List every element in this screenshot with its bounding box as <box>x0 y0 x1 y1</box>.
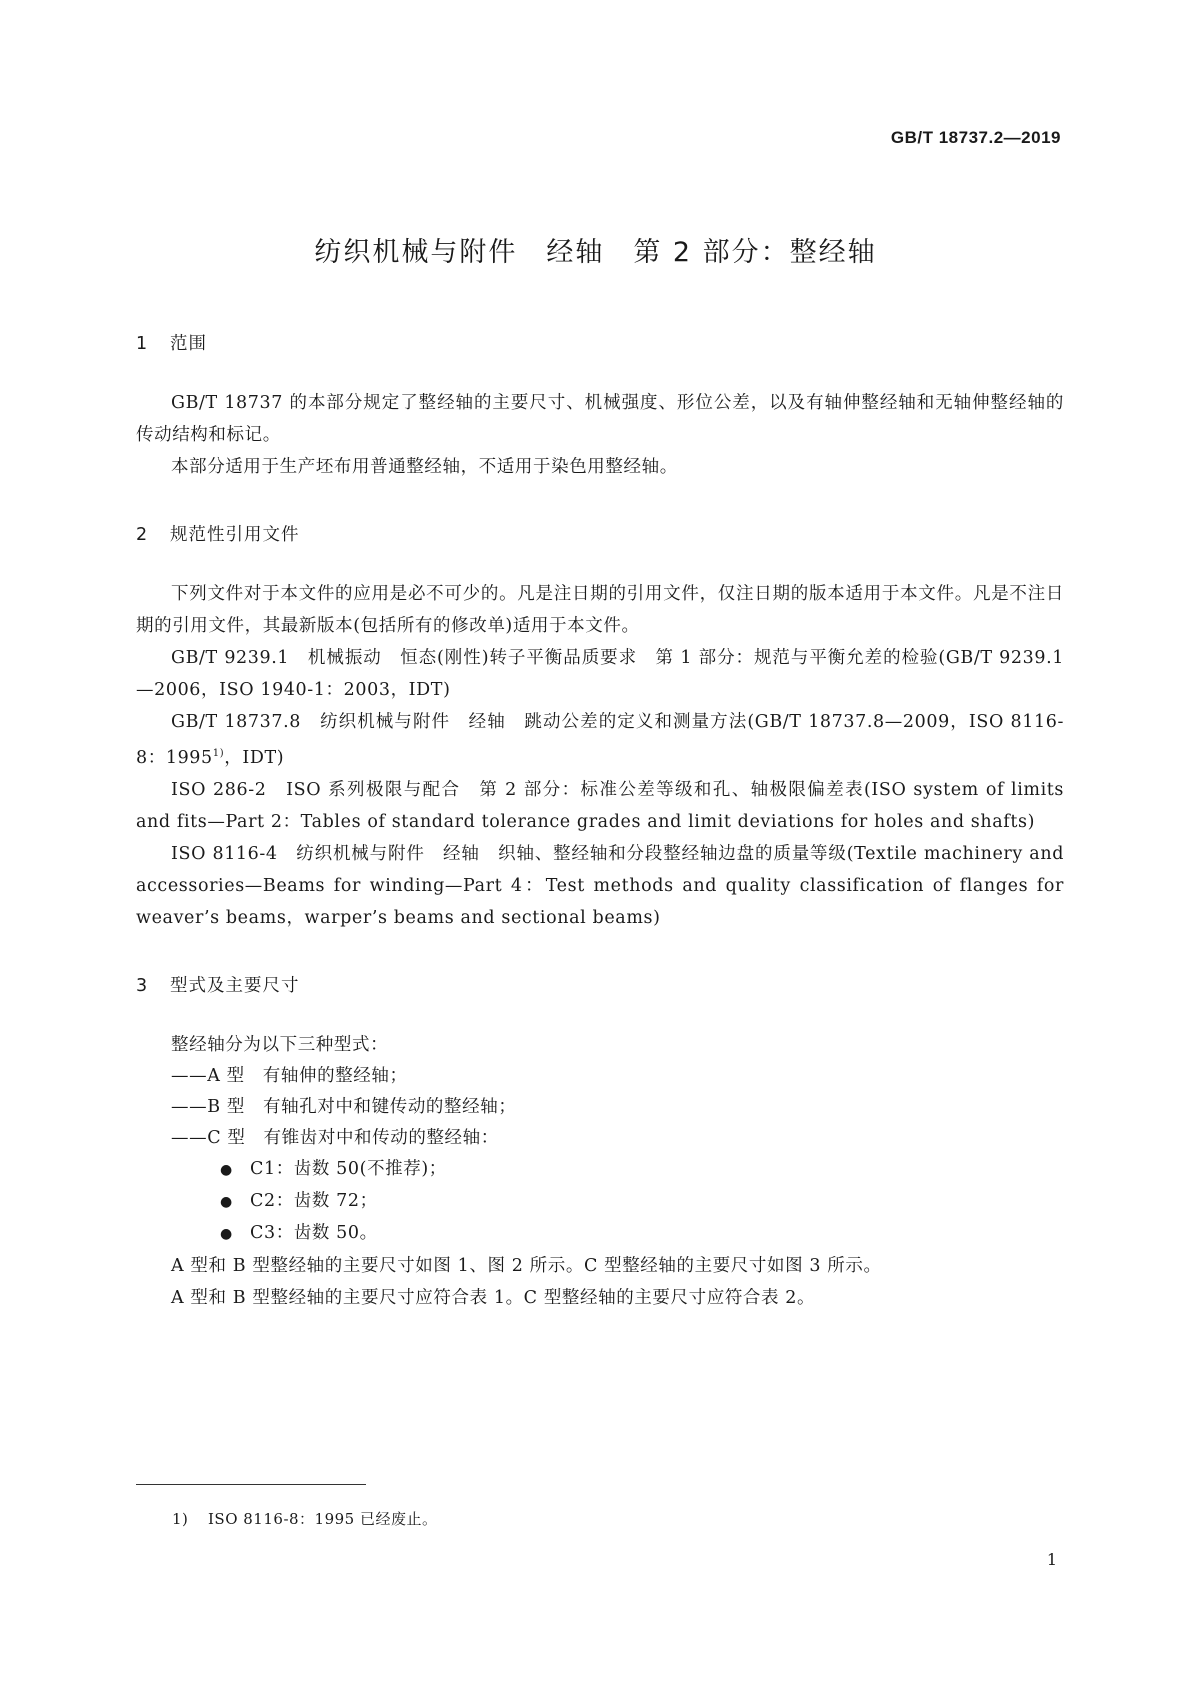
bullet-item <box>136 1218 1064 1250</box>
bullet-text: C1：齿数 50(不推荐)； <box>250 1158 447 1179</box>
footnote-mark: 1) <box>172 1510 189 1528</box>
reference-entry: GB/T 9239.1 机械振动 恒态(刚性)转子平衡品质要求 第 1 部分：规范与平衡允差的检验(GB/T 9239.1—2006，ISO 1940-1：2003，IDT) <box>136 648 1064 700</box>
section-title: 规范性引用文件 <box>170 525 300 545</box>
footnote-text: ISO 8116-8：1995 已经废止。 <box>208 1510 438 1528</box>
bullet-icon: ● <box>220 1161 233 1178</box>
section-title: 型式及主要尺寸 <box>170 975 300 996</box>
document-body <box>136 330 1064 1352</box>
paragraph: A 型和 B 型整经轴的主要尺寸如图 1、图 2 所示。C 型整经轴的主要尺寸如图 3 所示。 <box>171 1255 882 1276</box>
section-number: 1 <box>136 334 149 354</box>
bullet-item <box>136 1154 1064 1186</box>
reference-text: GB/T 18737.8 纺织机械与附件 经轴 跳动公差的定义和测量方法(GB/T 18737.8—2009，ISO 8116-8：1995 <box>136 712 1064 768</box>
page-number: 1 <box>1046 1550 1057 1569</box>
footnote-separator <box>136 1484 366 1485</box>
section-number: 2 <box>136 525 149 545</box>
section-heading <box>136 521 1064 546</box>
reference-entry <box>136 706 1064 774</box>
reference-entry: ISO 286-2 ISO 系列极限与配合 第 2 部分：标准公差等级和孔、轴极限偏差表(ISO system of limits and fits—Part 2：Tables of standard tolerance grades and limit deviations for holes and shafts) <box>136 779 1064 832</box>
paragraph: A 型和 B 型整经轴的主要尺寸应符合表 1。C 型整经轴的主要尺寸应符合表 2。 <box>171 1287 816 1308</box>
reference-text-tail: ，IDT) <box>224 747 285 768</box>
paragraph: GB/T 18737 的本部分规定了整经轴的主要尺寸、机械强度、形位公差，以及有轴伸整经轴和无轴伸整经轴的传动结构和标记。 <box>136 393 1064 445</box>
reference-entry: ISO 8116-4 纺织机械与附件 经轴 织轴、整经轴和分段整经轴边盘的质量等级(Textile machinery and accessories—Beams for winding—Part 4：Test methods and quality classification of flanges for weaver’s beams，warper’s beams and sectional beams) <box>136 843 1064 928</box>
footnote-reference: 1) <box>212 748 225 759</box>
section-normative-references <box>136 521 1064 934</box>
section-title: 范围 <box>170 334 207 354</box>
bullet-text: C2：齿数 72； <box>250 1190 378 1211</box>
paragraph: 整经轴分为以下三种型式： <box>171 1034 389 1055</box>
paragraph: 本部分适用于生产坯布用普通整经轴，不适用于染色用整经轴。 <box>171 457 678 477</box>
list-item: ——C 型 有锥齿对中和传动的整经轴： <box>171 1127 499 1148</box>
section-heading <box>136 330 1064 355</box>
paragraph: 下列文件对于本文件的应用是必不可少的。凡是注日期的引用文件，仅注日期的版本适用于本文件。凡是不注日期的引用文件，其最新版本(包括所有的修改单)适用于本文件。 <box>136 584 1064 636</box>
footnote <box>172 1508 438 1529</box>
bullet-icon: ● <box>220 1225 233 1242</box>
bullet-icon: ● <box>220 1193 233 1210</box>
section-heading <box>136 972 1064 997</box>
standard-code: GB/T 18737.2—2019 <box>890 128 1061 147</box>
section-types-and-dimensions <box>136 972 1064 1314</box>
section-number: 3 <box>136 975 149 996</box>
document-title: 纺织机械与附件 经轴 第 2 部分：整经轴 <box>314 237 877 268</box>
bullet-item <box>136 1186 1064 1218</box>
bullet-text: C3：齿数 50。 <box>250 1222 378 1243</box>
section-scope <box>136 330 1064 483</box>
list-item: ——A 型 有轴伸的整经轴； <box>171 1065 408 1086</box>
list-item: ——B 型 有轴孔对中和键传动的整经轴； <box>171 1096 517 1117</box>
